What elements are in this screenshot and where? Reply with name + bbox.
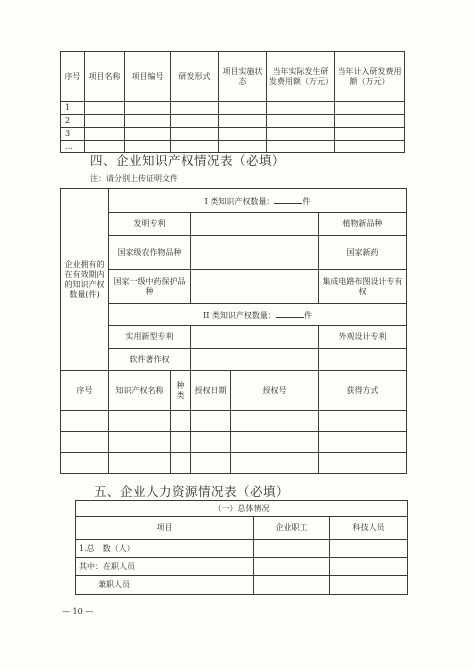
class1-label: I 类知识产权数量：	[204, 196, 275, 206]
table-row	[61, 115, 405, 128]
list-header-ip-name: 知识产权名称	[109, 371, 171, 411]
class1-count-row	[109, 189, 407, 213]
row-number: 1	[61, 102, 85, 115]
invention-patent-label: 发明专利	[109, 213, 191, 236]
software-copyright-extra	[319, 349, 407, 371]
hr-row-parttime: 兼职人员	[76, 576, 254, 595]
software-copyright-value	[191, 349, 319, 371]
table-row	[61, 453, 407, 474]
list-header-seq: 序号	[61, 371, 109, 411]
invention-patent-value	[191, 213, 319, 236]
table-row	[76, 540, 408, 558]
hr-header-employees: 企业职工	[254, 517, 330, 540]
software-copyright-label: 软件著作权	[109, 349, 191, 371]
crop-variety-value	[191, 236, 319, 270]
class2-blank	[276, 309, 304, 318]
page-number: — 10 —	[62, 607, 94, 616]
list-header-auth-date: 授权日期	[191, 371, 231, 411]
tcm-variety-label: 国家一级中药保护品种	[109, 270, 191, 304]
design-patent-label: 外观设计专利	[319, 326, 407, 349]
col-header-project-code: 项目编号	[125, 52, 171, 102]
section-4-title: 四、企业知识产权情况表（必填）	[90, 153, 286, 168]
hr-table	[75, 500, 408, 595]
table-row	[61, 128, 405, 141]
tcm-variety-value	[191, 270, 319, 304]
row-number: 3	[61, 128, 85, 141]
table-row	[61, 432, 407, 453]
table-row	[61, 102, 405, 115]
class1-blank	[274, 195, 302, 204]
col-header-status: 项目实施状态	[219, 52, 267, 102]
hr-subtitle: （一）总体情况	[76, 501, 408, 517]
class1-unit: 件	[302, 196, 311, 206]
list-header-acquire: 获得方式	[319, 371, 407, 411]
ic-layout-label: 集成电路布图设计专有权	[319, 270, 407, 304]
rd-project-table	[60, 51, 405, 153]
plant-variety-label: 植物新品种	[319, 213, 407, 236]
crop-variety-label: 国家级农作物品种	[109, 236, 191, 270]
class2-label: II 类知识产权数量：	[203, 310, 276, 320]
hr-row-onduty: 其中：在职人员	[76, 558, 254, 576]
upload-note: 注：请分别上传证明文件	[90, 174, 178, 183]
col-header-actual-cost: 当年实际发生研发费用额（万元）	[267, 52, 335, 102]
col-header-counted-cost: 当年计入研发费用额（万元）	[335, 52, 405, 102]
ip-table	[60, 188, 407, 474]
row-number: 2	[61, 115, 85, 128]
table-row	[76, 576, 408, 595]
col-header-seq: 序号	[61, 52, 85, 102]
section-5-title: 五、企业人力资源情况表（必填）	[94, 484, 290, 499]
row-number: …	[61, 141, 85, 153]
hr-row-total: 1.总 数（人）	[76, 540, 254, 558]
col-header-rd-form: 研发形式	[171, 52, 219, 102]
table-row	[76, 558, 408, 576]
table-row	[61, 411, 407, 432]
class2-unit: 件	[303, 310, 312, 320]
hr-header-item: 项目	[76, 517, 254, 540]
list-header-auth-no: 授权号	[231, 371, 319, 411]
list-header-type: 种类	[171, 371, 191, 411]
col-header-project-name: 项目名称	[85, 52, 125, 102]
ip-count-label: 企业拥有的在有效期内的知识产权数量(件)	[61, 189, 109, 371]
class2-count-row	[109, 304, 407, 326]
new-medicine-label: 国家新药	[319, 236, 407, 270]
utility-patent-value	[191, 326, 319, 349]
hr-header-tech: 科技人员	[330, 517, 408, 540]
utility-patent-label: 实用新型专利	[109, 326, 191, 349]
